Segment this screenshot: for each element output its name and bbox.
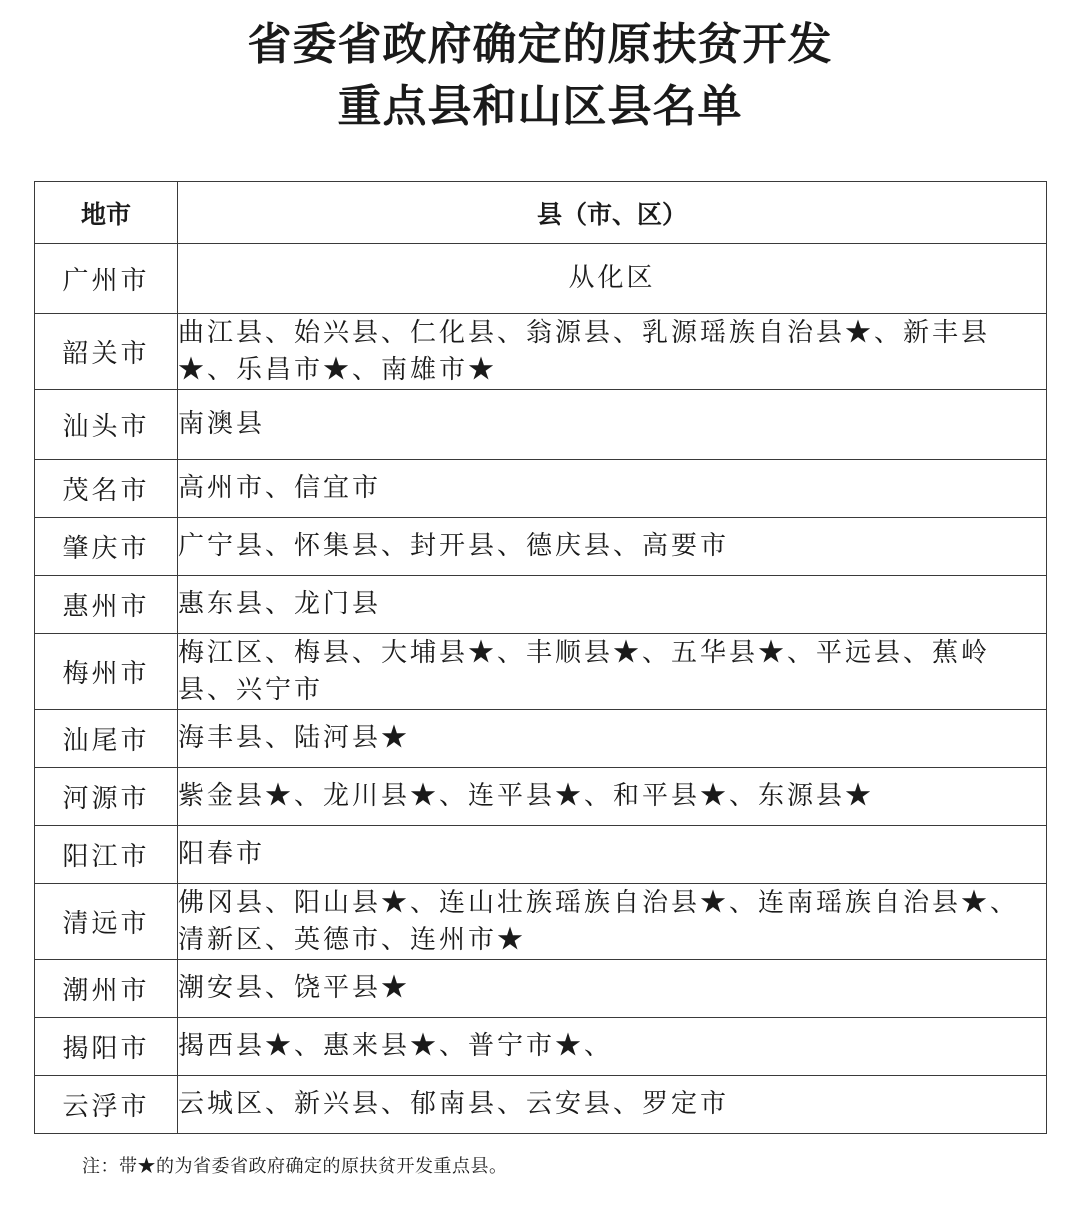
table-row	[35, 960, 1047, 1018]
counties-cell: 从化区	[178, 244, 1047, 314]
table-row	[35, 518, 1047, 576]
table-row	[35, 244, 1047, 314]
counties-cell: 惠东县、龙门县	[178, 576, 1047, 634]
counties-cell: 阳春市	[178, 826, 1047, 884]
counties-cell: 广宁县、怀集县、封开县、德庆县、高要市	[178, 518, 1047, 576]
title-line-2: 重点县和山区县名单	[337, 81, 743, 132]
counties-cell: 云城区、新兴县、郁南县、云安县、罗定市	[178, 1076, 1047, 1134]
counties-cell: 高州市、信宜市	[178, 460, 1047, 518]
table-row	[35, 390, 1047, 460]
city-cell: 揭阳市	[35, 1018, 178, 1076]
table-row	[35, 314, 1047, 390]
table-row	[35, 1076, 1047, 1134]
city-cell: 清远市	[35, 884, 178, 960]
counties-cell: 海丰县、陆河县★	[178, 710, 1047, 768]
header-counties: 县（市、区）	[178, 182, 1047, 244]
city-cell: 云浮市	[35, 1076, 178, 1134]
city-cell: 梅州市	[35, 634, 178, 710]
counties-cell: 紫金县★、龙川县★、连平县★、和平县★、东源县★	[178, 768, 1047, 826]
table-row	[35, 884, 1047, 960]
city-cell: 肇庆市	[35, 518, 178, 576]
city-cell: 阳江市	[35, 826, 178, 884]
title-line-1: 省委省政府确定的原扶贫开发	[247, 19, 833, 70]
counties-cell: 南澳县	[178, 390, 1047, 460]
header-city: 地市	[35, 182, 178, 244]
table-row	[35, 576, 1047, 634]
city-cell: 惠州市	[35, 576, 178, 634]
footnote: 注：带★的为省委省政府确定的原扶贫开发重点县。	[82, 1156, 508, 1177]
document-title	[0, 14, 1080, 138]
table-row	[35, 634, 1047, 710]
city-cell: 河源市	[35, 768, 178, 826]
table-row	[35, 710, 1047, 768]
counties-cell: 梅江区、梅县、大埔县★、丰顺县★、五华县★、平远县、蕉岭县、兴宁市	[178, 634, 1047, 710]
city-cell: 茂名市	[35, 460, 178, 518]
table-row	[35, 1018, 1047, 1076]
city-cell: 汕头市	[35, 390, 178, 460]
counties-cell: 佛冈县、阳山县★、连山壮族瑶族自治县★、连南瑶族自治县★、清新区、英德市、连州市★	[178, 884, 1047, 960]
county-list-table	[34, 181, 1047, 1134]
counties-cell: 揭西县★、惠来县★、普宁市★、	[178, 1018, 1047, 1076]
counties-cell: 曲江县、始兴县、仁化县、翁源县、乳源瑶族自治县★、新丰县★、乐昌市★、南雄市★	[178, 314, 1047, 390]
city-cell: 汕尾市	[35, 710, 178, 768]
city-cell: 广州市	[35, 244, 178, 314]
table-row	[35, 826, 1047, 884]
counties-cell: 潮安县、饶平县★	[178, 960, 1047, 1018]
table-row	[35, 460, 1047, 518]
table-header-row	[35, 182, 1047, 244]
city-cell: 潮州市	[35, 960, 178, 1018]
city-cell: 韶关市	[35, 314, 178, 390]
table-row	[35, 768, 1047, 826]
